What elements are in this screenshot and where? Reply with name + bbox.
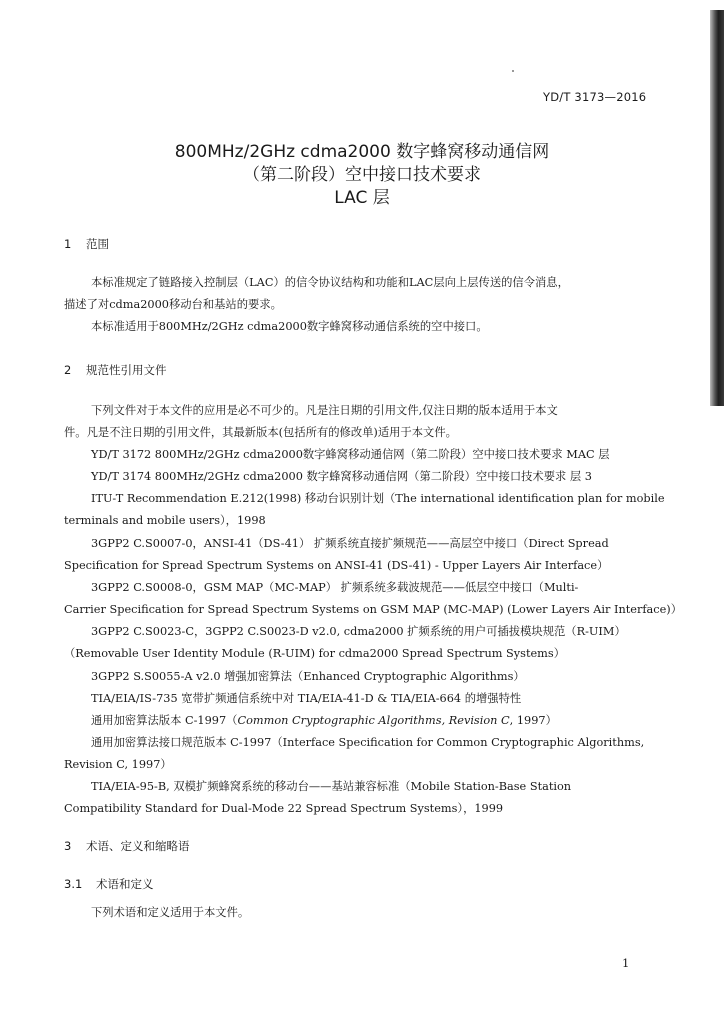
ref-item: TIA/EIA/IS-735 宽带扩频通信系统中对 TIA/EIA-41-D & TIA/EIA-664 的增强特性 [91,692,522,705]
ref-item: ITU-T Recommendation E.212(1998) 移动台识别计划（The international identification plan for mobile [91,492,665,505]
document-title-line2: （第二阶段）空中接口技术要求 [243,165,481,185]
section-number: 1 [64,237,72,251]
page-number: 1 [622,956,630,970]
ref-item-continued: Revision C, 1997） [64,758,172,771]
ref-item-continued: Carrier Specification for Spread Spectrum Systems on GSM MAP (MC-MAP) (Lower Layers Air Interface)） [64,603,682,616]
ref-item: 3GPP2 S.S0055-A v2.0 增强加密算法（Enhanced Cryptographic Algorithms） [91,670,525,683]
ref-item-continued: Compatibility Standard for Dual-Mode 22 Spread Spectrum Systems），1999 [64,802,504,815]
ref-item-continued: Specification for Spread Spectrum Systems on ANSI-41 (DS-41) - Upper Layers Air Interface） [64,559,609,572]
document-title-line3: LAC 层 [334,188,390,208]
scope-para1-line1: 本标准规定了链路接入控制层（LAC）的信令协议结构和功能和LAC层向上层传送的信令消息， [91,276,569,289]
ref-item-continued: terminals and mobile users），1998 [64,514,266,527]
ref-item: 3GPP2 C.S0007-0，ANSI-41（DS-41） 扩频系统直接扩频规范——高层空中接口（Direct Spread [91,537,609,550]
section-1-heading [64,236,109,252]
ref-item: YD/T 3174 800MHz/2GHz cdma2000 数字蜂窝移动通信网（第二阶段）空中接口技术要求 层 3 [91,470,592,483]
subsection-number: 3.1 [64,877,83,891]
standard-number: YD/T 3173—2016 [543,90,647,104]
scope-para2: 本标准适用于800MHz/2GHz cdma2000数字蜂窝移动通信系统的空中接口。 [91,320,488,333]
subsection-title: 术语和定义 [96,877,154,891]
section-title: 范围 [86,237,109,251]
section-title: 术语、定义和缩略语 [86,839,190,853]
ref-text: , 1997） [509,714,557,727]
ref-italic-title: Common Cryptographic Algorithms, Revision C [237,714,510,727]
ref-item: YD/T 3172 800MHz/2GHz cdma2000数字蜂窝移动通信网（第二阶段）空中接口技术要求 MAC 层 [91,448,610,461]
subsection-3-1-heading [64,876,154,892]
document-title-line1: 800MHz/2GHz cdma2000 数字蜂窝移动通信网 [174,142,550,162]
section-3-heading [64,838,190,854]
refs-intro-line1: 下列文件对于本文件的应用是必不可少的。凡是注日期的引用文件,仅注日期的版本适用于本文 [91,404,558,417]
ref-item [64,710,638,732]
refs-intro-line2: 件。凡是不注日期的引用文件，其最新版本(包括所有的修改单)适用于本文件。 [64,426,457,439]
ref-item-continued: （Removable User Identity Module (R-UIM) for cdma2000 Spread Spectrum Systems） [64,647,565,660]
ref-text: 通用加密算法版本 C-1997（ [91,714,238,727]
ref-item: TIA/EIA-95-B, 双模扩频蜂窝系统的移动台——基站兼容标准（Mobile Station-Base Station [91,780,572,793]
section-title: 规范性引用文件 [86,363,167,377]
section-2-heading [64,362,167,378]
ref-item: 3GPP2 C.S0023-C，3GPP2 C.S0023-D v2.0, cdma2000 扩频系统的用户可插拔模块规范（R-UIM） [91,625,626,638]
section-number: 3 [64,839,72,853]
ref-item: 通用加密算法接口规范版本 C-1997（Interface Specification for Common Cryptographic Algorithms, [91,736,645,749]
scope-para1-line2: 描述了对cdma2000移动台和基站的要求。 [64,298,282,311]
section-number: 2 [64,363,72,377]
terms-intro: 下列术语和定义适用于本文件。 [91,906,250,919]
scan-speck [512,70,514,72]
ref-item: 3GPP2 C.S0008-0，GSM MAP（MC-MAP） 扩频系统多载波规范——低层空中接口（Multi- [91,581,579,594]
